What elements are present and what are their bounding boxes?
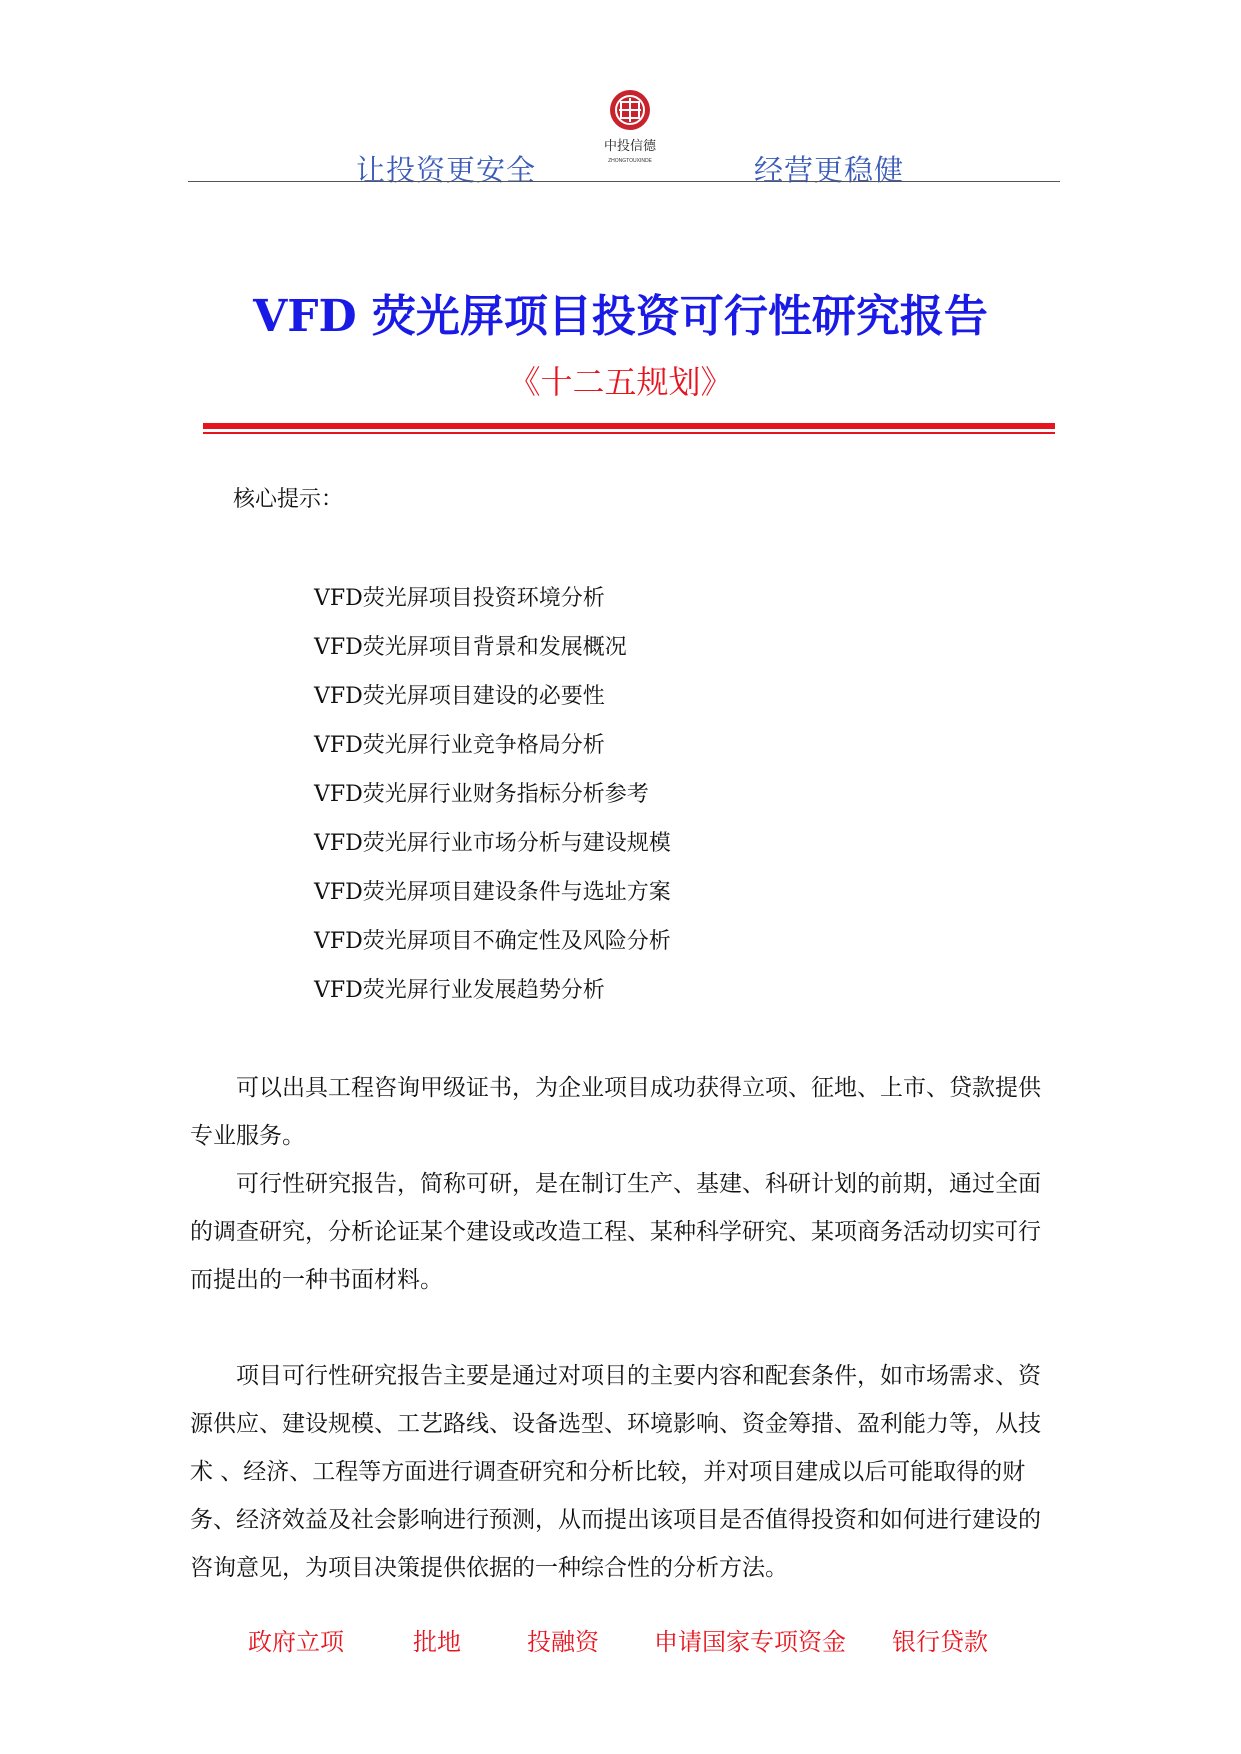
header-divider [188, 181, 1060, 182]
footer-services [0, 1622, 1241, 1662]
footer-item: 银行贷款 [892, 1628, 988, 1656]
logo-text: 中投信德 [603, 138, 657, 153]
slogan-left: 让投资更安全 [356, 153, 537, 187]
paragraph-definition [190, 1160, 1058, 1304]
core-tips-list [314, 574, 671, 1015]
list-item: VFD荧光屏项目建设条件与选址方案 [314, 880, 671, 905]
list-item: VFD荧光屏行业竞争格局分析 [314, 733, 605, 758]
list-item: VFD荧光屏行业发展趋势分析 [314, 978, 605, 1003]
company-logo [600, 88, 660, 180]
logo-subtext: ZHONGTOUXINDE [608, 158, 652, 164]
footer-item: 投融资 [527, 1628, 599, 1656]
footer-item: 批地 [413, 1628, 461, 1656]
list-item: VFD荧光屏项目不确定性及风险分析 [314, 929, 671, 954]
paragraph-description-text: 项目可行性研究报告主要是通过对项目的主要内容和配套条件，如市场需求、资源供应、建设规模、工艺路线、设备选型、环境影响、资金筹措、盈利能力等，从技术 、经济、工程等方面进行调查研究和分析比较，并对项目建成以后可能取得的财务、经济效益及社会影响进行预测，从而提出该项目是否值得投资和如何进行建设的咨询意见，为项目决策提供依据的一种综合性的分析方法。 [190, 1363, 1041, 1581]
list-item: VFD荧光屏项目投资环境分析 [314, 586, 605, 611]
footer-item: 政府立项 [248, 1628, 344, 1656]
logo-emblem-icon [600, 88, 660, 180]
report-subtitle: 《十二五规划》 [508, 363, 733, 401]
slogan-right: 经营更稳健 [754, 153, 905, 187]
paragraph-service [190, 1064, 1058, 1160]
paragraph-service-text: 可以出具工程咨询甲级证书，为企业项目成功获得立项、征地、上市、贷款提供专业服务。 [190, 1075, 1041, 1149]
list-item: VFD荧光屏行业财务指标分析参考 [314, 782, 649, 807]
list-item: VFD荧光屏项目背景和发展概况 [314, 635, 627, 660]
core-tips-label: 核心提示： [233, 487, 344, 512]
page-header [188, 88, 1060, 187]
footer-item: 申请国家专项资金 [654, 1628, 846, 1656]
list-item: VFD荧光屏项目建设的必要性 [314, 684, 605, 709]
title-divider-thick [203, 423, 1055, 429]
list-item: VFD荧光屏行业市场分析与建设规模 [314, 831, 671, 856]
report-title: VFD 荧光屏项目投资可行性研究报告 [253, 291, 988, 342]
paragraph-definition-text: 可行性研究报告，简称可研，是在制订生产、基建、科研计划的前期，通过全面的调查研究，分析论证某个建设或改造工程、某种科学研究、某项商务活动切实可行而提出的一种书面材料。 [190, 1171, 1041, 1293]
title-divider-thin [203, 432, 1055, 434]
paragraph-description [190, 1352, 1058, 1592]
